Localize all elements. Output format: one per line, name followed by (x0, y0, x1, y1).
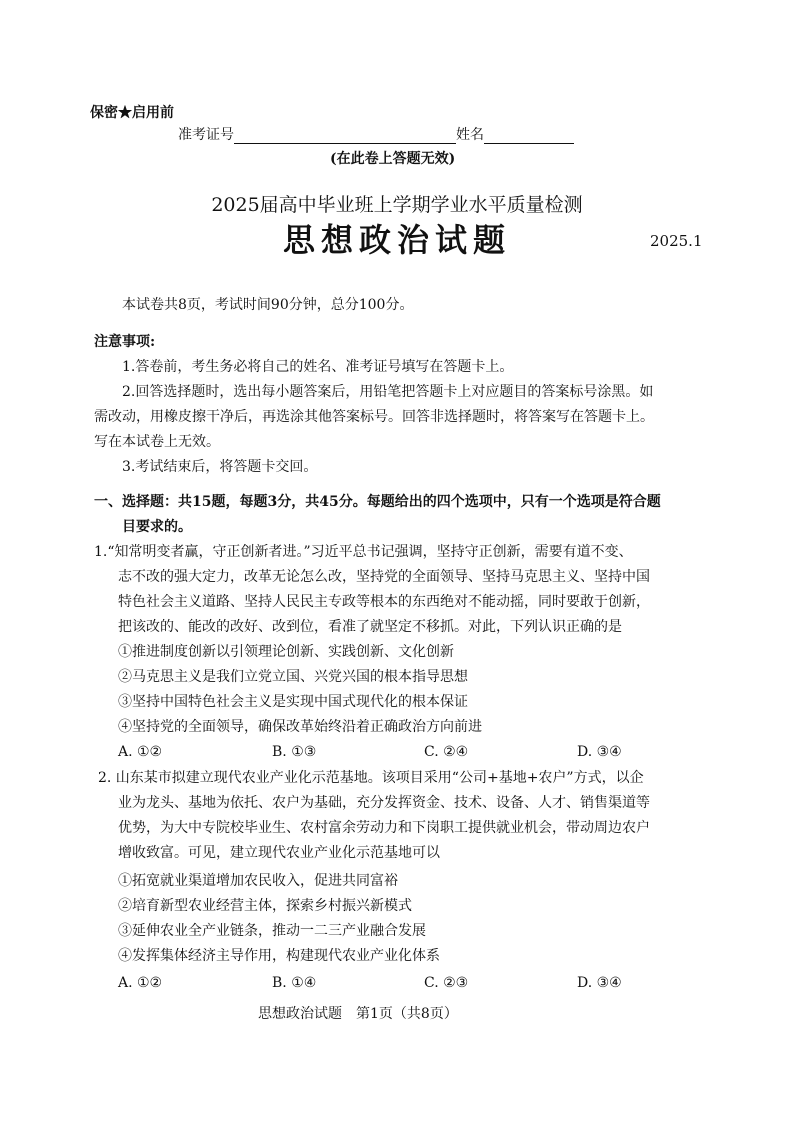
note-item: 2.回答选择题时，选出每小题答案后，用铅笔把答题卡上对应题目的答案标号涂黑。如 (122, 384, 654, 400)
question-2-options (0, 975, 794, 995)
option-d[interactable]: D. ③④ (577, 975, 622, 991)
question-2-stem: 业为龙头、基地为依托、农户为基础，充分发挥资金、技术、设备、人才、销售渠道等 (118, 795, 650, 811)
question-1-item: ①推进制度创新以引领理论创新、实践创新、文化创新 (118, 644, 454, 660)
question-1-stem: 志不改的强大定力，改革无论怎么改，坚持党的全面领导、坚持马克思主义、坚持中国 (118, 569, 650, 585)
option-a[interactable]: A. ①② (118, 975, 163, 991)
subject-title: 思想政治试题 (282, 221, 511, 259)
note-item: 需改动，用橡皮擦干净后，再选涂其他答案标号。回答非选择题时，将答案写在答题卡上。 (94, 409, 654, 425)
question-2-item: ③延伸农业全产业链条，推动一二三产业融合发展 (118, 923, 426, 939)
note-item: 写在本试卷上无效。 (94, 434, 220, 450)
question-1-options (0, 744, 794, 764)
note-item: 1.答卷前，考生务必将自己的姓名、准考证号填写在答题卡上。 (122, 359, 514, 375)
exam-headline: 2025届高中毕业班上学期学业水平质量检测 (211, 194, 583, 216)
section-heading-cont: 目要求的。 (122, 519, 192, 535)
option-b[interactable]: B. ①④ (272, 975, 317, 991)
option-a[interactable]: A. ①② (118, 744, 163, 760)
page-footer: 思想政治试题 第1页（共8页） (258, 1006, 458, 1022)
invalid-note: (在此卷上答题无效) (330, 151, 456, 167)
name-label: 姓名 (456, 127, 484, 143)
question-2-item: ④发挥集体经济主导作用，构建现代农业产业化体系 (118, 948, 440, 964)
question-2-stem: 优势，为大中专院校毕业生、农村富余劳动力和下岗职工提供就业机会，带动周边农户 (118, 820, 650, 836)
question-2-item: ①拓宽就业渠道增加农民收入，促进共同富裕 (118, 873, 398, 889)
exam-id-label: 准考证号 (178, 127, 234, 143)
exam-id-row (178, 124, 574, 144)
intro-text: 本试卷共8页，考试时间90分钟，总分100分。 (122, 297, 414, 313)
exam-date: 2025.1 (650, 232, 703, 250)
note-item: 3.考试结束后，将答题卡交回。 (122, 459, 318, 475)
question-2-item: ②培育新型农业经营主体，探索乡村振兴新模式 (118, 898, 412, 914)
question-1-stem: 把该改的、能改的改好、改到位，看准了就坚定不移抓。对此，下列认识正确的是 (118, 619, 622, 635)
question-1-item: ③坚持中国特色社会主义是实现中国式现代化的根本保证 (118, 694, 468, 710)
notes-heading: 注意事项: (94, 334, 156, 350)
question-2-stem: 2. 山东某市拟建立现代农业产业化示范基地。该项目采用“公司+基地+农户”方式，以企 (98, 770, 644, 786)
question-1-item: ②马克思主义是我们立党立国、兴党兴国的根本指导思想 (118, 669, 468, 685)
question-1-stem: 1.“知常明变者赢，守正创新者进。”习近平总书记强调，坚持守正创新，需要有道不变、 (94, 544, 633, 560)
option-c[interactable]: C. ②③ (424, 975, 469, 991)
question-1-stem: 特色社会主义道路、坚持人民民主专政等根本的东西绝对不能动摇，同时要敢于创新， (118, 594, 650, 610)
exam-id-blank (234, 129, 456, 144)
question-2-stem: 增收致富。可见，建立现代农业产业化示范基地可以 (118, 845, 440, 861)
option-c[interactable]: C. ②④ (424, 744, 469, 760)
confidential-mark: 保密★启用前 (90, 105, 174, 121)
section-heading: 一、选择题：共15题，每题3分，共45分。每题给出的四个选项中，只有一个选项是符合题 (94, 494, 661, 510)
option-b[interactable]: B. ①③ (272, 744, 317, 760)
option-d[interactable]: D. ③④ (577, 744, 622, 760)
name-blank (484, 129, 574, 144)
question-1-item: ④坚持党的全面领导，确保改革始终沿着正确政治方向前进 (118, 719, 482, 735)
